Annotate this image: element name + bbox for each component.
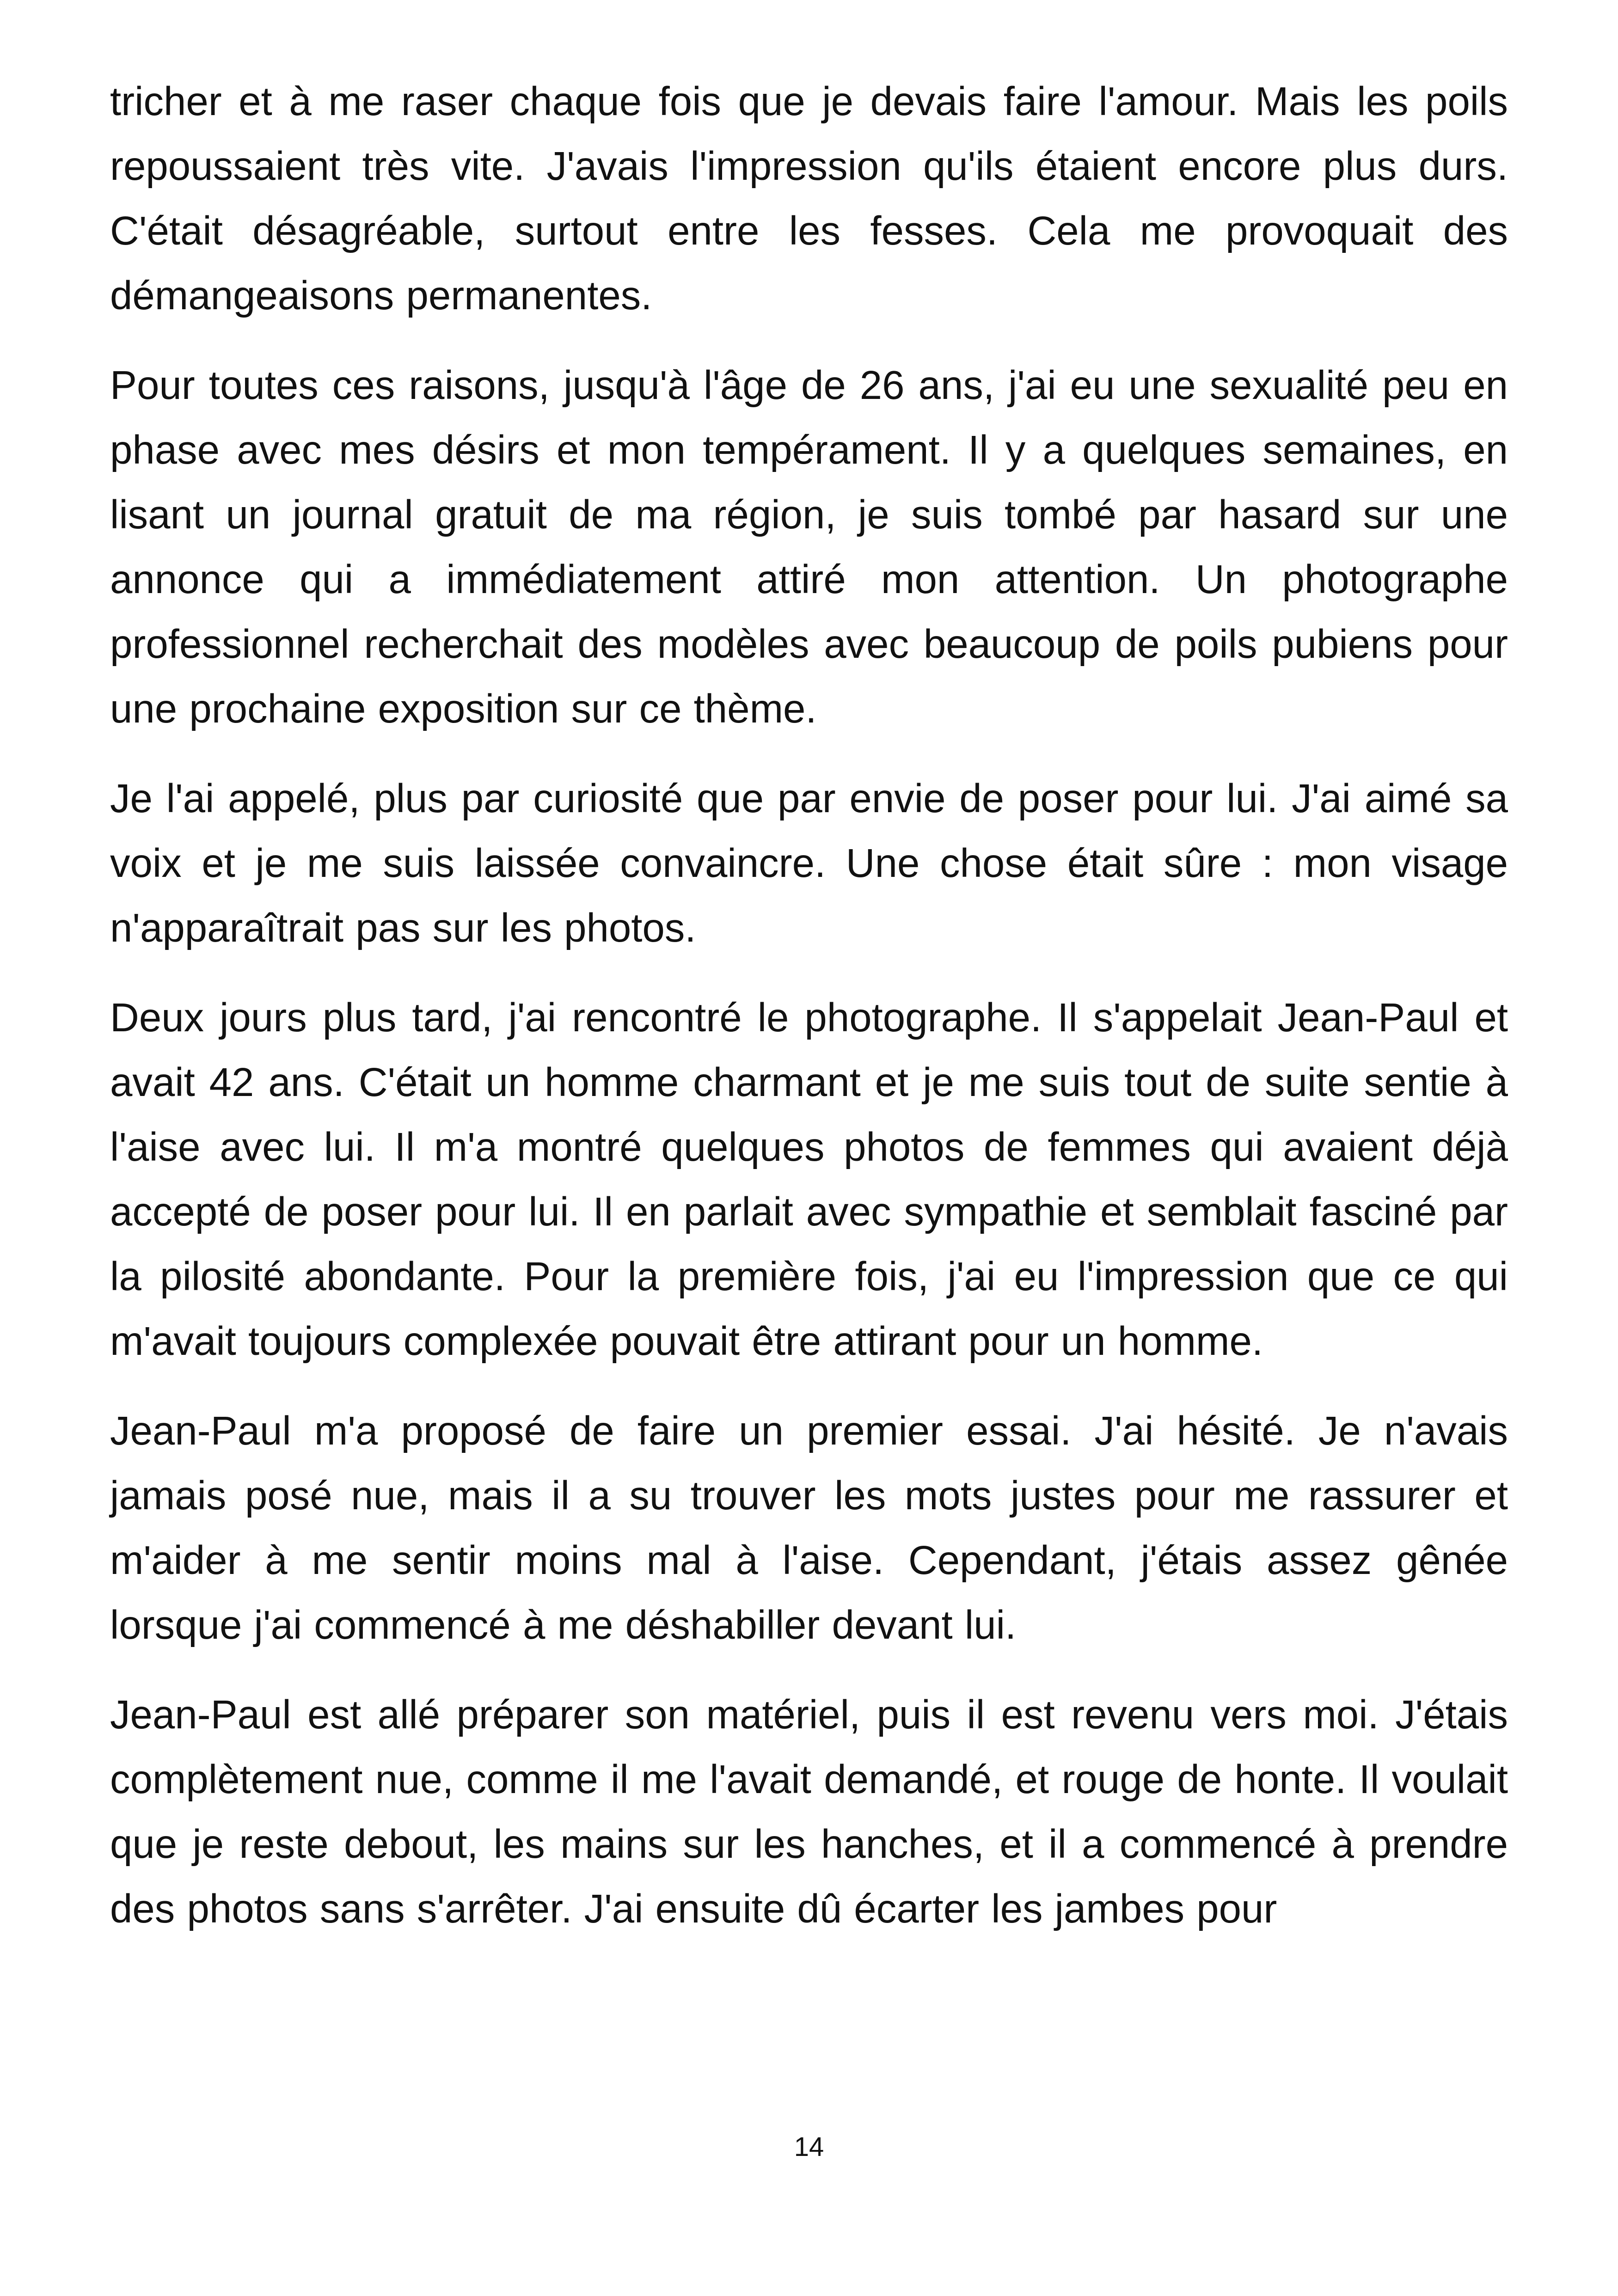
paragraph-4: Deux jours plus tard, j'ai rencontré le photographe. Il s'appelait Jean-Paul et avait 42 ans. C'était un homme charmant et je me suis tout de suite sentie à l'aise avec lui. Il m'a montré quelques photos de femmes qui avaient déjà accepté de poser pour lui. Il en parlait avec sympathie et semblait fasciné par la pilosité abondante. Pour la première fois, j'ai eu l'impression que ce qui m'avait toujours complexée pouvait être attirant pour un homme. xyxy=(110,995,1508,1364)
paragraph-2: Pour toutes ces raisons, jusqu'à l'âge de 26 ans, j'ai eu une sexualité peu en phase avec mes désirs et mon tempérament. Il y a quelques semaines, en lisant un journal gratuit de ma région, je suis tombé par hasard sur une annonce qui a immédiatement attiré mon attention. Un photographe professionnel recherchait des modèles avec beaucoup de poils pubiens pour une prochaine exposition sur ce thème. xyxy=(110,363,1508,731)
page-number: 14 xyxy=(794,2132,824,2162)
paragraph-1: tricher et à me raser chaque fois que je devais faire l'amour. Mais les poils repoussaient très vite. J'avais l'impression qu'ils étaient encore plus durs. C'était désagréable, surtout entre les fesses. Cela me provoquait des démangeaisons permanentes. xyxy=(110,79,1508,318)
body-text xyxy=(110,69,1508,1966)
paragraph-6: Jean-Paul est allé préparer son matériel, puis il est revenu vers moi. J'étais complètement nue, comme il me l'avait demandé, et rouge de honte. Il voulait que je reste debout, les mains sur les hanches, et il a commencé à prendre des photos sans s'arrêter. J'ai ensuite dû écarter les jambes pour xyxy=(110,1692,1508,1931)
paragraph-3: Je l'ai appelé, plus par curiosité que par envie de poser pour lui. J'ai aimé sa voix et je me suis laissée convaincre. Une chose était sûre : mon visage n'apparaîtrait pas sur les photos. xyxy=(110,776,1508,950)
paragraph-5: Jean-Paul m'a proposé de faire un premier essai. J'ai hésité. Je n'avais jamais posé nue, mais il a su trouver les mots justes pour me rassurer et m'aider à me sentir moins mal à l'aise. Cependant, j'étais assez gênée lorsque j'ai commencé à me déshabiller devant lui. xyxy=(110,1408,1508,1647)
